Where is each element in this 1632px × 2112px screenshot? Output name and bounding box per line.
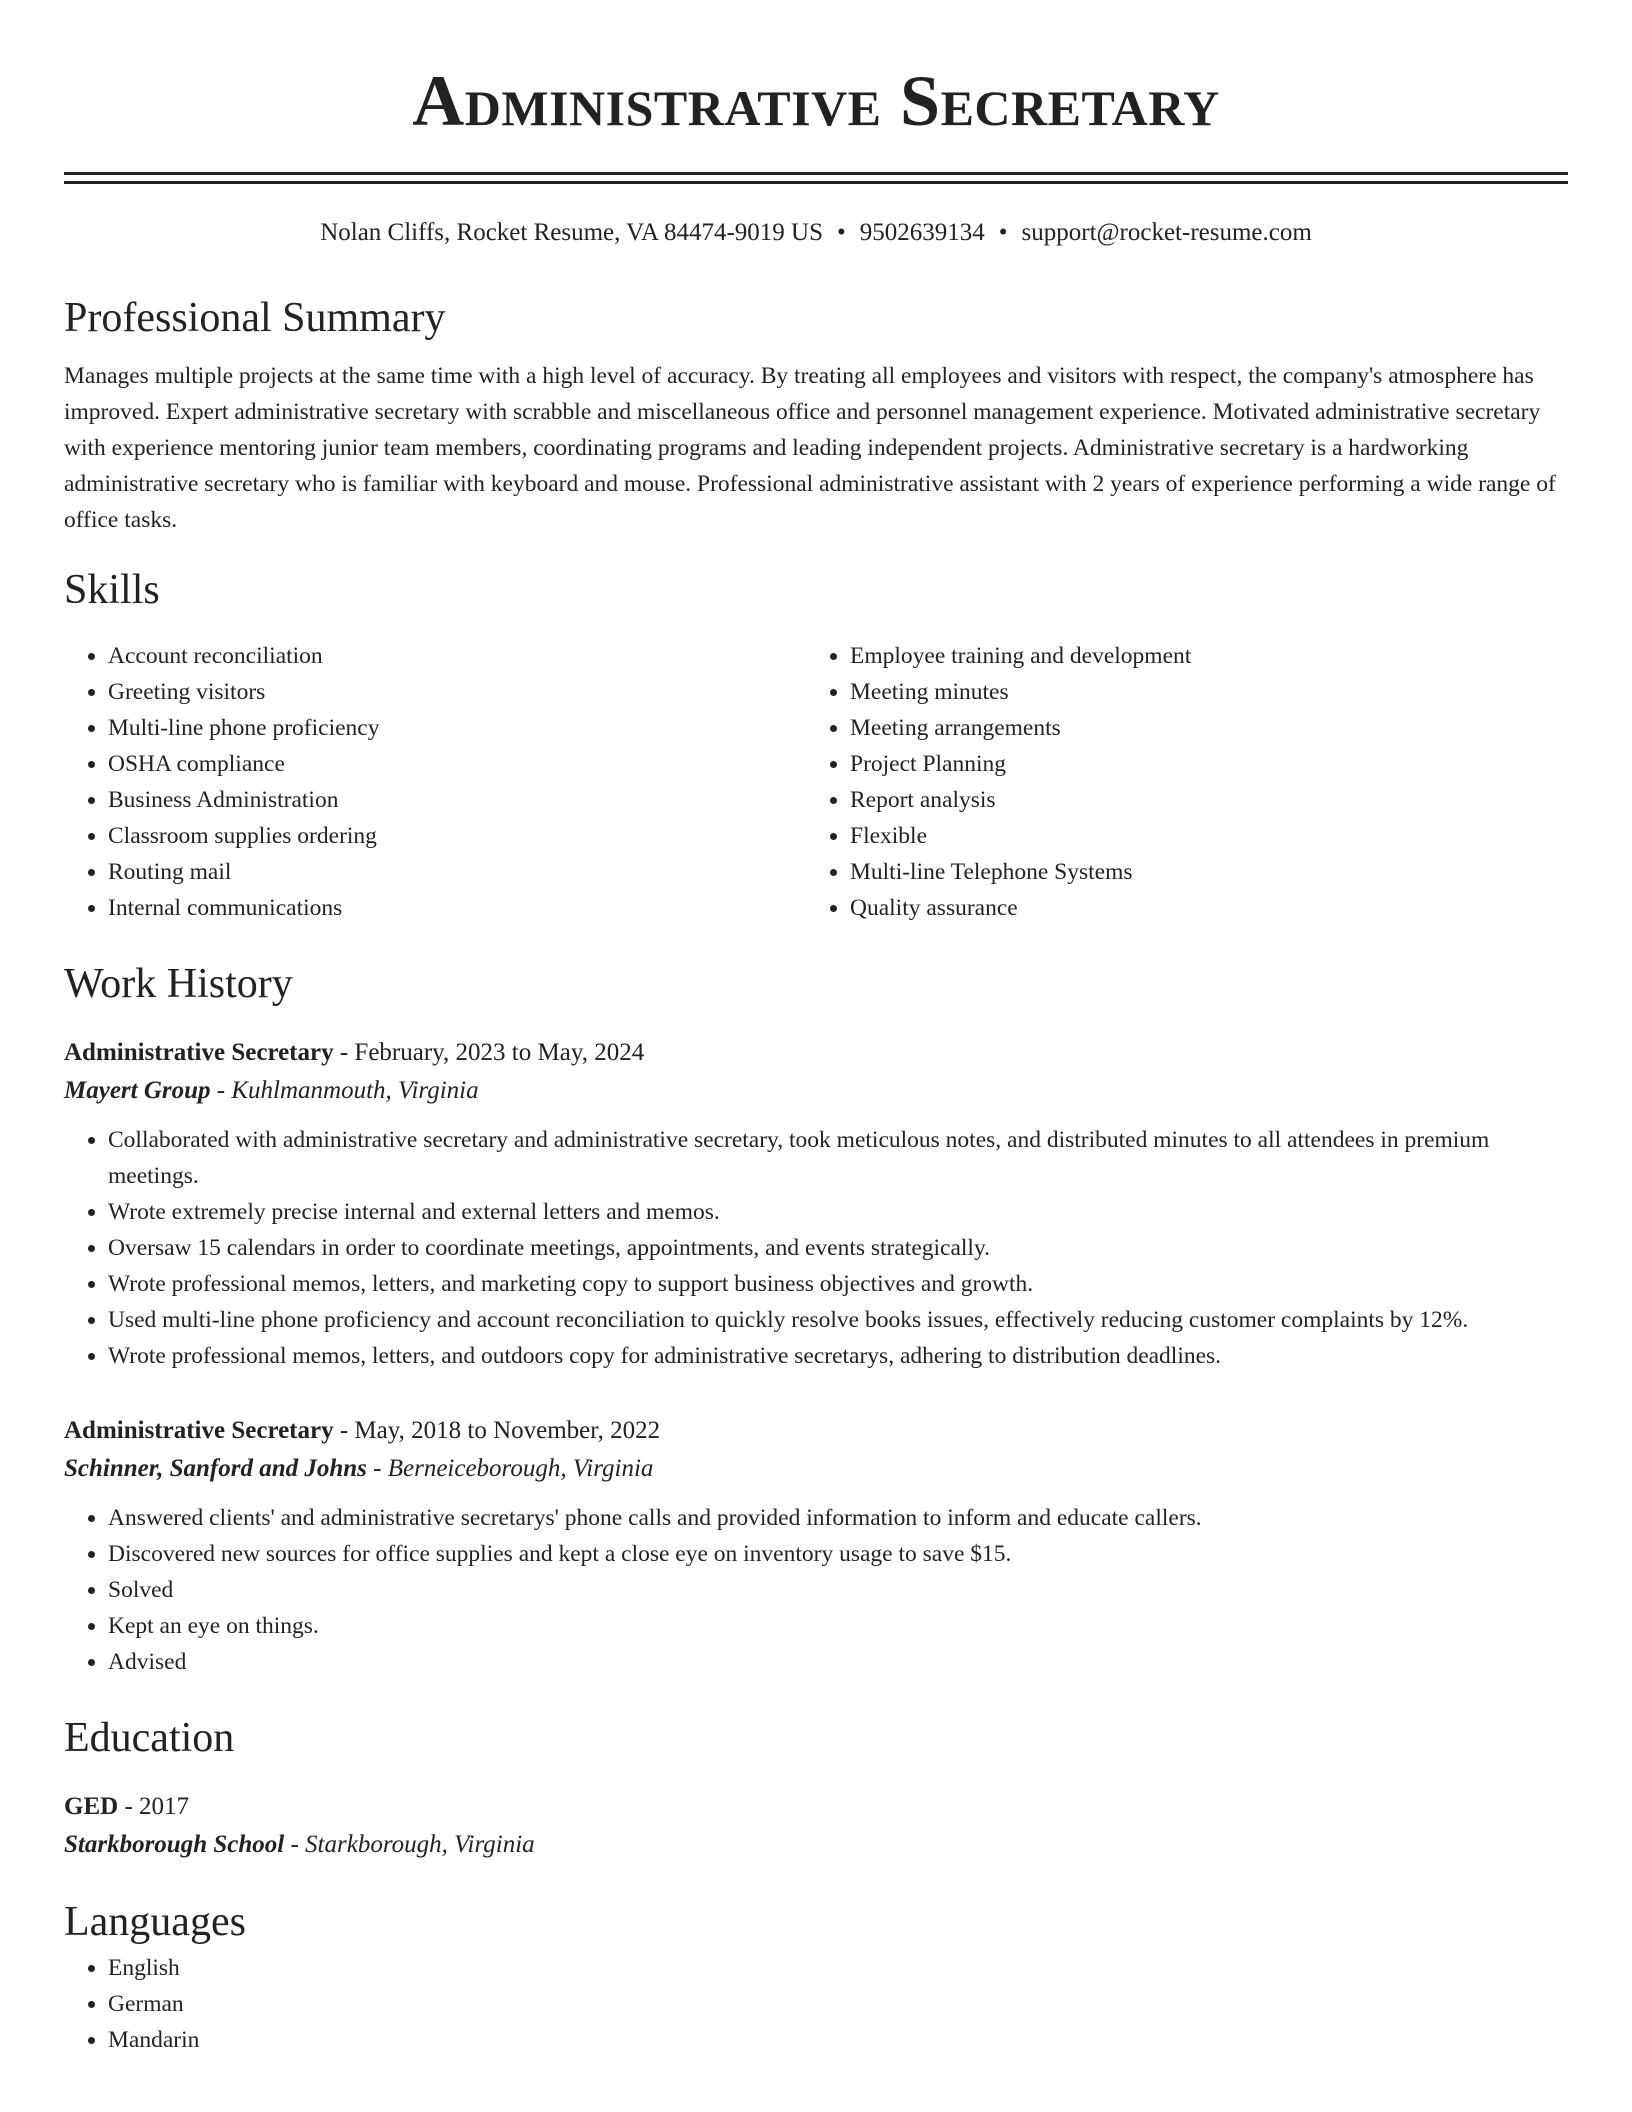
languages-heading: Languages xyxy=(64,1899,246,1945)
skill-item: • Employee training and development xyxy=(850,638,1548,674)
job-bullet: • Answered clients' and administrative secretarys' phone calls and provided information to inform and educate callers. xyxy=(108,1500,1568,1536)
education-location: - Starkborough, Virginia xyxy=(284,1831,535,1858)
job-bullet: • Kept an eye on things. xyxy=(108,1608,1568,1644)
bullet-separator: • xyxy=(998,219,1008,246)
job-entry xyxy=(64,1034,1568,1374)
contact-address: Nolan Cliffs, Rocket Resume, VA 84474-9019 US xyxy=(320,219,823,246)
job-company: Mayert Group xyxy=(64,1077,211,1104)
contact-email: support@rocket-resume.com xyxy=(1021,219,1312,246)
skill-item: • Internal communications xyxy=(108,890,806,926)
skill-item: • Meeting minutes xyxy=(850,674,1548,710)
job-location: - Berneiceborough, Virginia xyxy=(366,1455,654,1482)
education-school: Starkborough School xyxy=(64,1831,285,1858)
job-dates: - February, 2023 to May, 2024 xyxy=(333,1039,645,1066)
skill-item: • Multi-line phone proficiency xyxy=(108,710,806,746)
work-history-heading: Work History xyxy=(64,961,293,1007)
resume-title: Administrative Secretary xyxy=(412,61,1220,141)
language-item: • English xyxy=(108,1950,1568,1986)
education-degree: GED xyxy=(64,1793,119,1820)
job-company: Schinner, Sanford and Johns xyxy=(64,1455,367,1482)
job-entry xyxy=(64,1412,1568,1680)
job-bullet: • Wrote extremely precise internal and external letters and memos. xyxy=(108,1194,1568,1230)
job-title-line xyxy=(64,1412,1568,1450)
job-dates: - May, 2018 to November, 2022 xyxy=(333,1417,661,1444)
skill-item: • OSHA compliance xyxy=(108,746,806,782)
language-item: • Mandarin xyxy=(108,2022,1568,2058)
job-company-line xyxy=(64,1450,1568,1488)
skill-item: • Business Administration xyxy=(108,782,806,818)
job-company-line xyxy=(64,1072,1568,1110)
job-title-line xyxy=(64,1034,1568,1072)
skills-heading: Skills xyxy=(64,567,160,613)
job-role: Administrative Secretary xyxy=(64,1417,334,1444)
job-bullet: • Collaborated with administrative secretary and administrative secretary, took meticulous notes, and distributed minutes to all attendees in premium meetings. xyxy=(108,1122,1568,1194)
skills-column-right xyxy=(806,638,1548,926)
job-bullet: • Oversaw 15 calendars in order to coordinate meetings, appointments, and events strategically. xyxy=(108,1230,1568,1266)
summary-text: Manages multiple projects at the same time with a high level of accuracy. By treating all employees and visitors with respect, the company's atmosphere has improved. Expert administrative secretary with scrabble and miscellaneous office and personnel management experience. Motivated administrative secretary with experience mentoring junior team members, coordinating programs and leading independent projects. Administrative secretary is a hardworking administrative secretary who is familiar with keyboard and mouse. Professional administrative assistant with 2 years of experience performing a wide range of office tasks. xyxy=(64,363,1556,533)
skill-item: • Multi-line Telephone Systems xyxy=(850,854,1548,890)
languages-list xyxy=(64,1950,1568,2058)
skill-item: • Report analysis xyxy=(850,782,1548,818)
job-bullets xyxy=(64,1122,1568,1374)
job-bullets xyxy=(64,1500,1568,1680)
education-entry xyxy=(64,1788,1568,1864)
job-bullet: • Advised xyxy=(108,1644,1568,1680)
job-bullet: • Wrote professional memos, letters, and marketing copy to support business objectives and growth. xyxy=(108,1266,1568,1302)
job-bullet: • Solved xyxy=(108,1572,1568,1608)
contact-phone: 9502639134 xyxy=(859,219,985,246)
skill-item: • Account reconciliation xyxy=(108,638,806,674)
skill-item: • Greeting visitors xyxy=(108,674,806,710)
skill-item: • Classroom supplies ordering xyxy=(108,818,806,854)
skill-item: • Project Planning xyxy=(850,746,1548,782)
job-bullet: • Used multi-line phone proficiency and account reconciliation to quickly resolve books issues, effectively reducing customer complaints by 12%. xyxy=(108,1302,1568,1338)
job-role: Administrative Secretary xyxy=(64,1039,334,1066)
skill-item: • Meeting arrangements xyxy=(850,710,1548,746)
skills-grid xyxy=(64,638,1568,926)
job-bullet: • Wrote professional memos, letters, and outdoors copy for administrative secretarys, adhering to distribution deadlines. xyxy=(108,1338,1568,1374)
title-divider-bottom xyxy=(64,181,1568,184)
education-school-line xyxy=(64,1826,1568,1864)
language-item: • German xyxy=(108,1986,1568,2022)
job-bullet: • Discovered new sources for office supplies and kept a close eye on inventory usage to save $15. xyxy=(108,1536,1568,1572)
bullet-separator: • xyxy=(836,219,846,246)
skills-column-left xyxy=(64,638,806,926)
education-heading: Education xyxy=(64,1715,235,1761)
job-location: - Kuhlmanmouth, Virginia xyxy=(210,1077,479,1104)
summary-heading: Professional Summary xyxy=(64,295,446,341)
title-divider-top xyxy=(64,172,1568,175)
skill-item: • Quality assurance xyxy=(850,890,1548,926)
education-year: - 2017 xyxy=(118,1793,190,1820)
contact-line xyxy=(64,216,1568,250)
skill-item: • Flexible xyxy=(850,818,1548,854)
education-degree-line xyxy=(64,1788,1568,1826)
skill-item: • Routing mail xyxy=(108,854,806,890)
